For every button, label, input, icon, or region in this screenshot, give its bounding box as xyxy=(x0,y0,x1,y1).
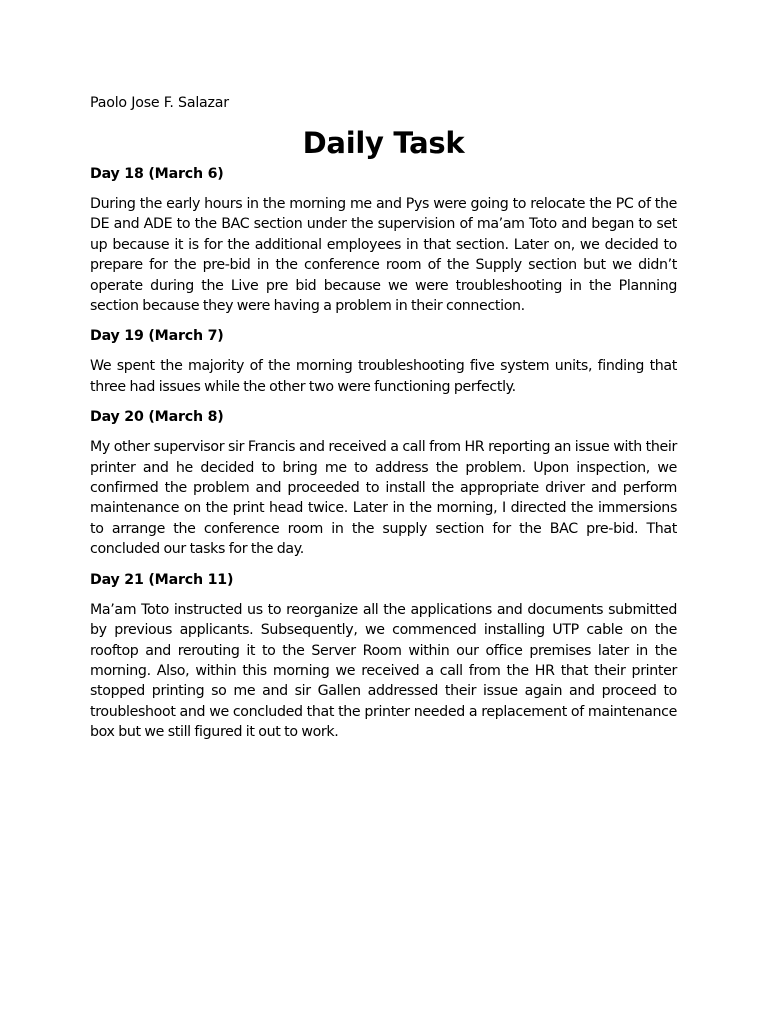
entry-heading-day-20: Day 20 (March 8) xyxy=(90,409,224,426)
author-name: Paolo Jose F. Salazar xyxy=(90,95,229,111)
entry-body-day-19: We spent the majority of the morning troubleshooting five system units, finding that three had issues while the other two were functioning perfectly. xyxy=(90,358,677,395)
document-title: Daily Task xyxy=(302,126,465,160)
entry-heading-day-18: Day 18 (March 6) xyxy=(90,166,224,182)
document-page xyxy=(90,93,677,743)
entry-body-day-20: My other supervisor sir Francis and received a call from HR reporting an issue with their printer and he decided to bring me to address the problem. Upon inspection, we confirmed the problem and proceeded to install the appropriate driver and perform maintenance on the print head twice. Later in the morning, I directed the immersions to arrange the conference room in the supply section for the BAC pre-bid. That concluded our tasks for the day. xyxy=(90,439,677,558)
entry-heading-day-19: Day 19 (March 7) xyxy=(90,328,224,345)
entry-body-day-21: Ma’am Toto instructed us to reorganize all the applications and documents submitted by previous applicants. Subsequently, we commenced installing UTP cable on the rooftop and rerouting it to the Server Room within our office premises later in the morning. Also, within this morning we received a call from the HR that their printer stopped printing so me and sir Gallen addressed their issue again and proceed to troubleshoot and we concluded that the printer needed a replacement of maintenance box but we still figured it out to work. xyxy=(90,601,677,741)
entry-body-day-18: During the early hours in the morning me and Pys were going to relocate the PC of the DE and ADE to the BAC section under the supervision of ma’am Toto and began to set up because it is for the additional employees in that section. Later on, we decided to prepare for the pre-bid in the conference room of the Supply section but we didn’t operate during the Live pre bid because we were troubleshooting in the Planning section because they were having a problem in their connection. xyxy=(90,196,677,315)
entry-heading-day-21: Day 21 (March 11) xyxy=(90,571,234,588)
